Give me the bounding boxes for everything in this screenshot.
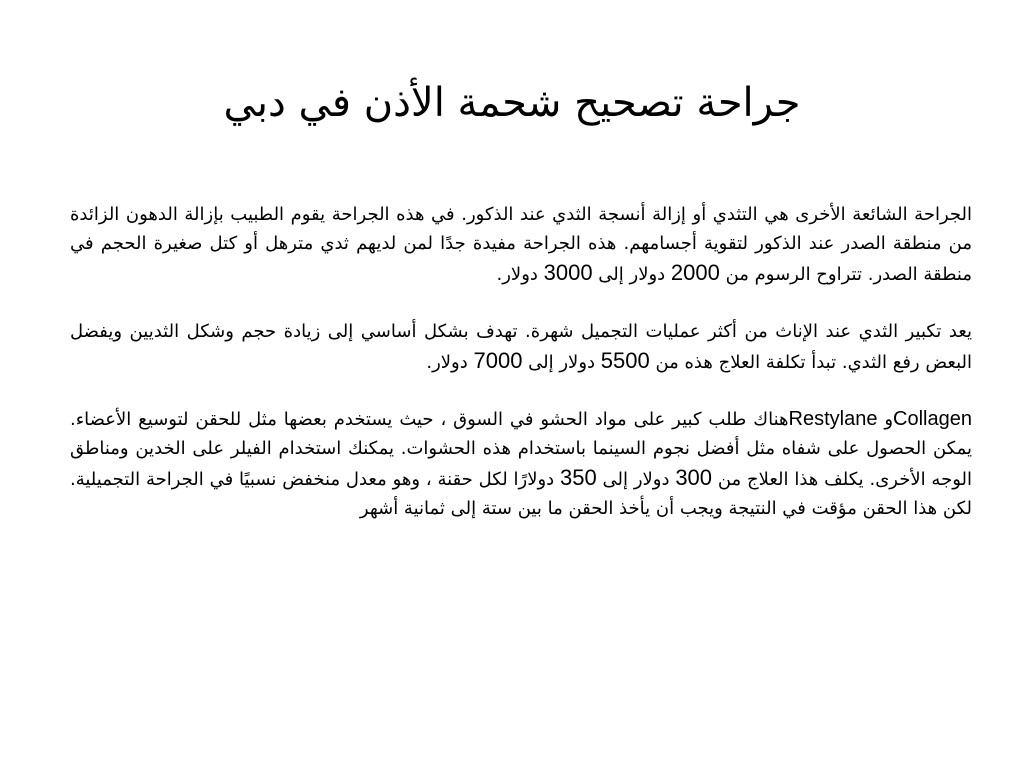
- text-run: دولارًا لكل حقنة ، وهو معدل منخفض نسبيًا في الجراحة التجميلية. لكن هذا الحقن مؤقت في النتيجة ويجب أن يأخذ الحقن ما بين ستة إلى ثمانية أشهر: [70, 469, 972, 519]
- text-run: يعد تكبير الثدي عند الإناث من أكثر عمليات التجميل شهرة. تهدف بشكل أساسي إلى زيادة حجم وشكل الثديين ويفضل البعض رفع الثدي. تبدأ تكلفة العلاج هذه من: [70, 321, 972, 373]
- price-max: 3000: [543, 260, 593, 285]
- text-run: دولار إلى: [592, 264, 671, 285]
- paragraph-breast-augmentation: [70, 317, 972, 377]
- slide-title: جراحة تصحيح شحمة الأذن في دبي: [223, 80, 801, 126]
- text-run: الجراحة الشائعة الأخرى هي التثدي أو إزالة أنسجة الثدي عند الذكور. في هذه الجراحة يقوم الطبيب بإزالة الدهون الزائدة من منطقة الصدر عند الذكور لتقوية أجسامهم. هذه الجراحة مفيدة جدًا لمن لديهم ثدي مترهل أو كتل صغيرة الحجم في منطقة الصدر. تتراوح الرسوم من: [70, 204, 972, 285]
- slide-body: [70, 200, 972, 551]
- text-run: دولار.: [426, 352, 474, 373]
- text-run: و: [877, 409, 894, 430]
- price-max: 7000: [473, 348, 523, 373]
- paragraph-fillers: [70, 405, 972, 523]
- product-name-restylane: Restylane: [788, 408, 878, 430]
- text-run: هناك طلب كبير على مواد الحشو في السوق ، حيث يستخدم بعضها مثل للحقن لتوسيع الأعضاء. يمكن الحصول على شفاه مثل أفضل نجوم السينما باستخدام هذه الحشوات. يمكنك استخدام الفيلر على الخدين ومناطق الوجه الأخرى. يكلف هذا العلاج من: [70, 409, 972, 490]
- text-run: دولار إلى: [522, 352, 601, 373]
- text-run: دولار إلى: [596, 469, 676, 490]
- price-min: 2000: [670, 260, 720, 285]
- text-run: دولار.: [496, 264, 544, 285]
- price-min: 5500: [600, 348, 650, 373]
- price-min: 300: [675, 465, 713, 490]
- price-max: 350: [559, 465, 597, 490]
- paragraph-gynecomastia: [70, 200, 972, 289]
- product-name-collagen: Collagen: [893, 408, 972, 430]
